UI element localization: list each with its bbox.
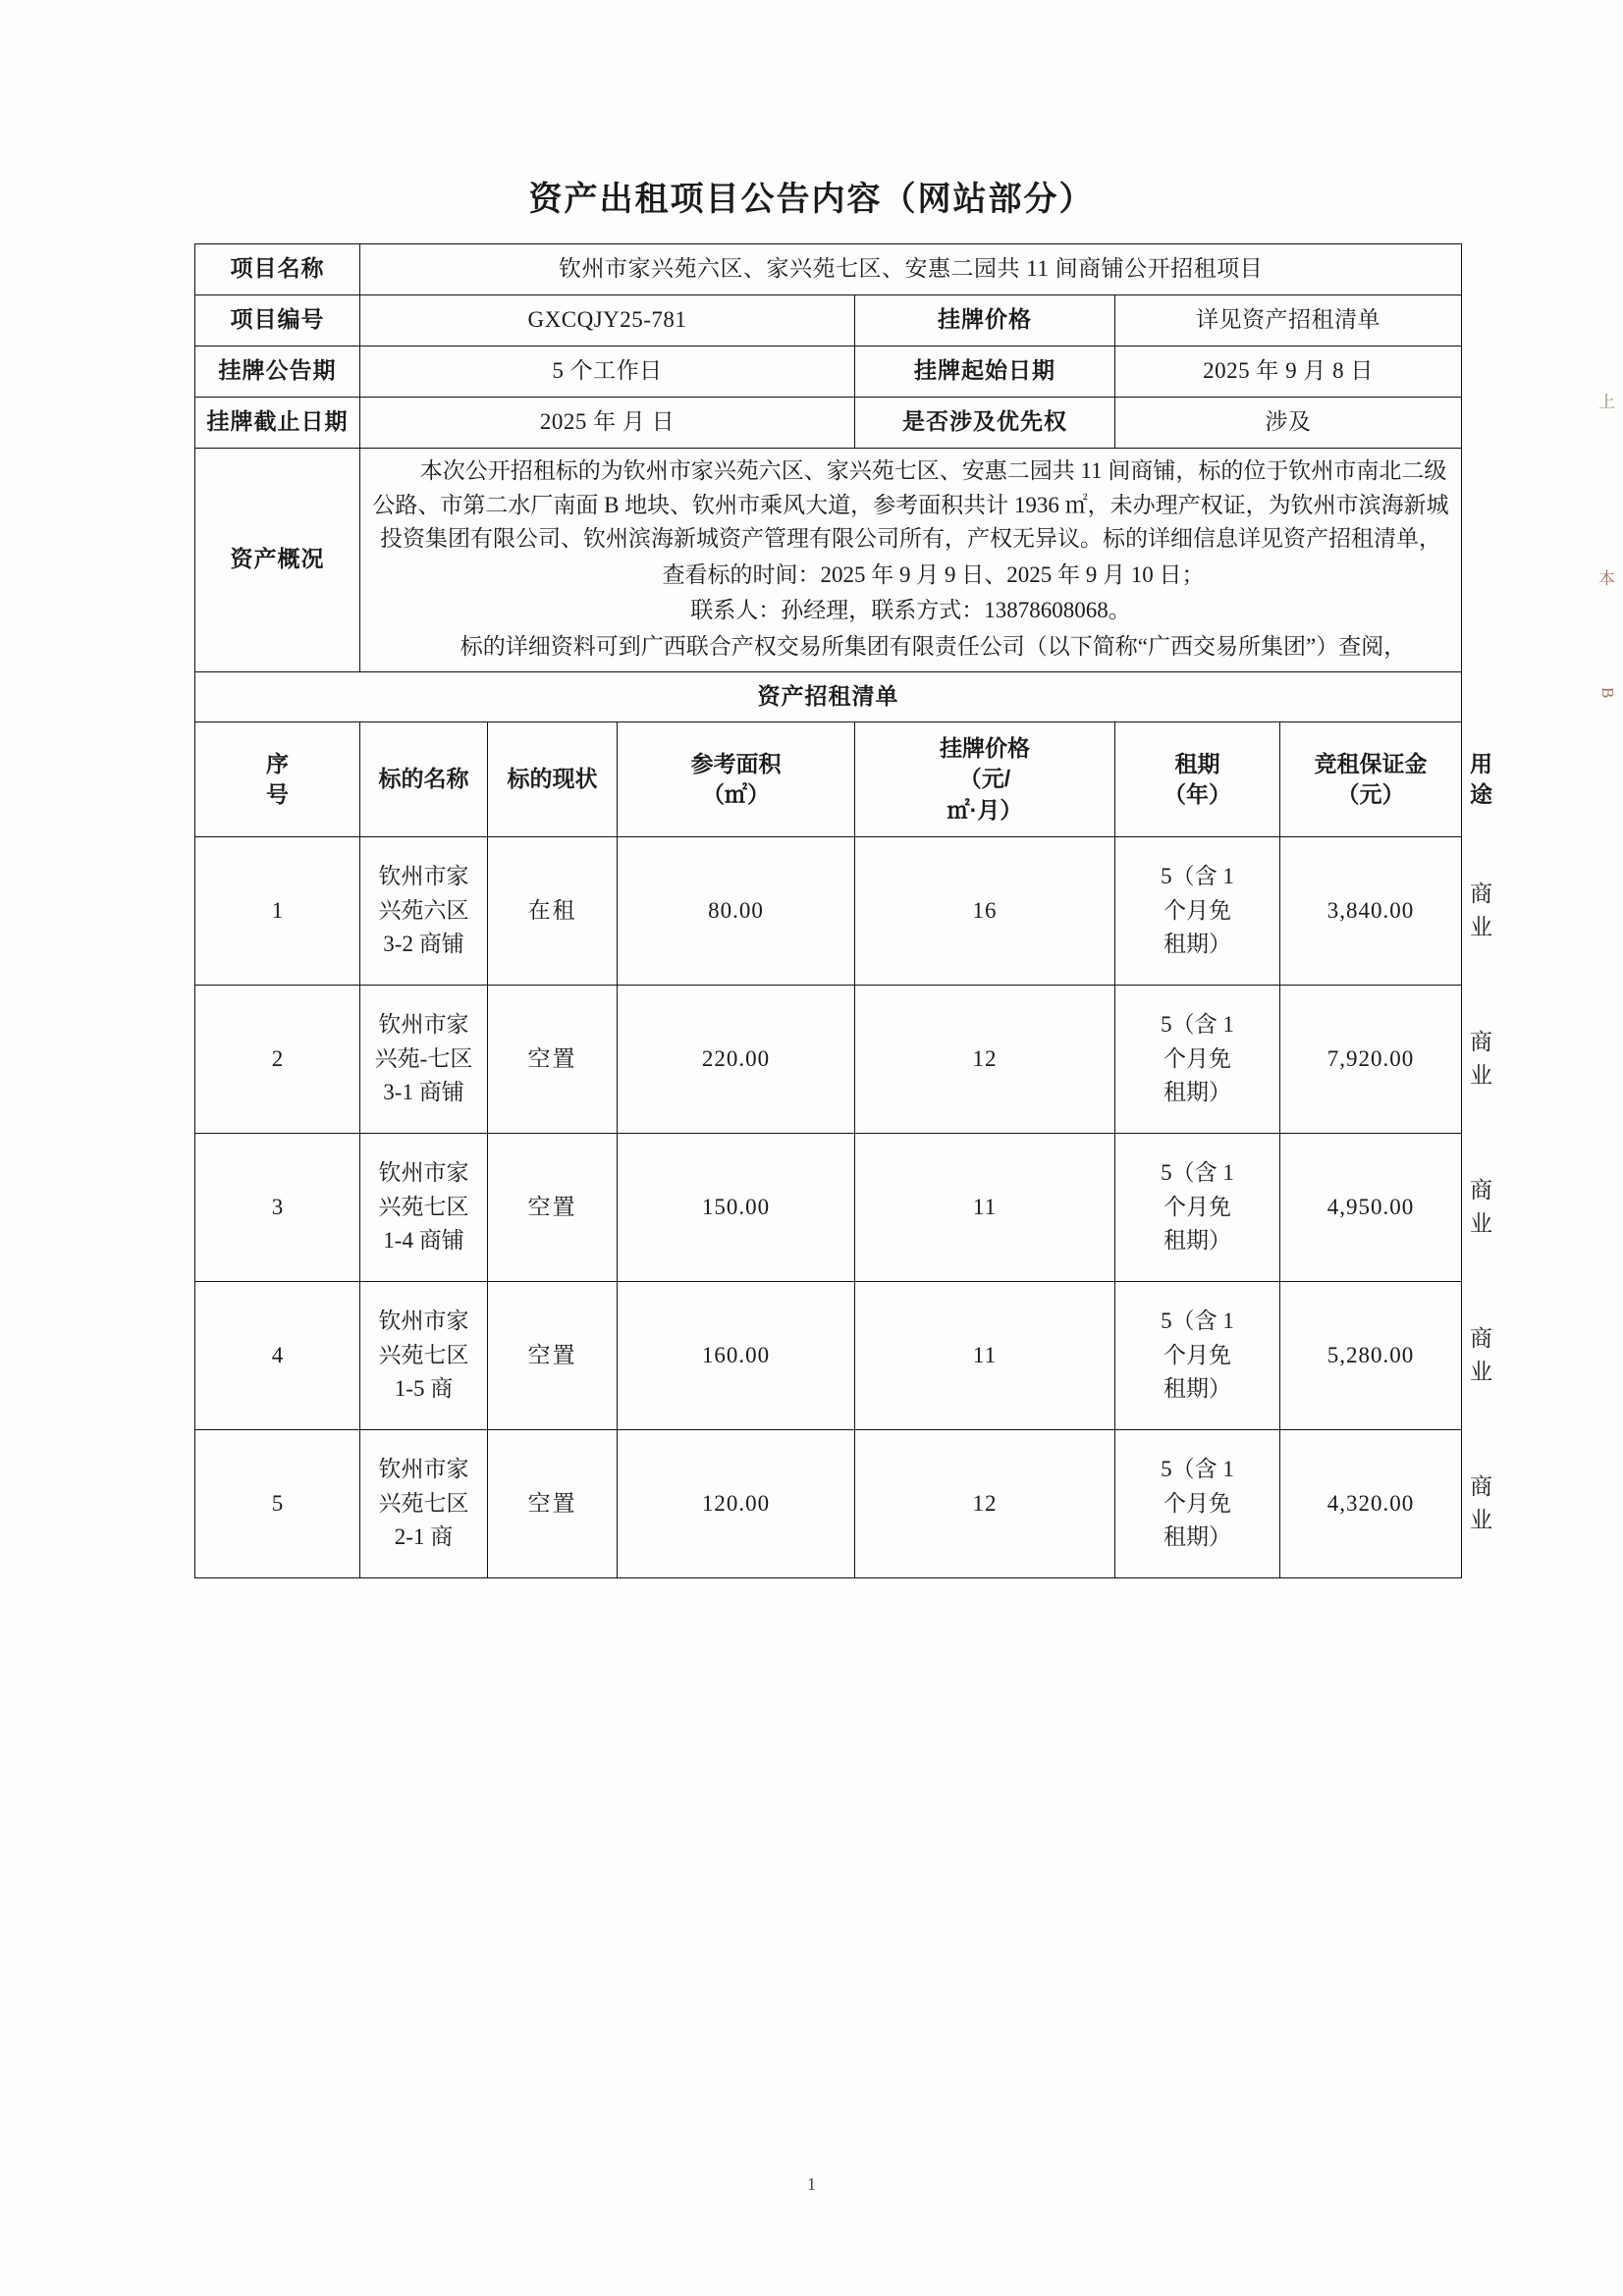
notice-period-value: 5 个工作日 — [360, 347, 855, 398]
asset-list-header-row: 序 号 标的名称 标的现状 参考面积 （㎡） 挂牌价格 （元/ ㎡·月） 租期 （年） 竞租保证金 （元） 用途 — [195, 722, 1462, 837]
name-line: 钦州市家 — [378, 864, 469, 889]
name-line: 3-1 商铺 — [383, 1080, 464, 1105]
asset-overview-body — [360, 449, 1462, 672]
table-row: 4 钦州市家 兴苑七区 1-5 商 空置 160.00 11 5（含 1 个月免 租期） 5,280.00 商业 — [195, 1282, 1462, 1430]
header-line: 租期 — [1174, 750, 1220, 776]
page-number: 1 — [807, 2174, 816, 2194]
term-line: 个月免 — [1163, 897, 1231, 923]
cell-state: 空置 — [488, 1134, 618, 1282]
cell-state: 在租 — [488, 837, 618, 986]
header-line: 号 — [266, 781, 289, 807]
header-line: （年） — [1163, 781, 1231, 807]
column-header-term — [1115, 722, 1280, 837]
cell-area: 160.00 — [618, 1282, 855, 1430]
project-name-label: 项目名称 — [195, 244, 360, 295]
asset-overview-row — [195, 449, 1462, 672]
cell-name — [360, 837, 488, 986]
cell-term — [1115, 837, 1280, 986]
name-line: 兴苑七区 — [378, 1342, 469, 1367]
name-line: 兴苑-七区 — [374, 1045, 473, 1071]
asset-list-title: 资产招租清单 — [195, 672, 1462, 722]
overview-paragraph-2: 查看标的时间：2025 年 9 月 9 日、2025 年 9 月 10 日； — [662, 561, 1205, 587]
term-line: 租期） — [1163, 1080, 1231, 1105]
cell-deposit: 7,920.00 — [1280, 986, 1462, 1134]
name-line: 2-1 商 — [394, 1524, 454, 1550]
listing-price-label: 挂牌价格 — [855, 295, 1115, 347]
project-name-value: 钦州市家兴苑六区、家兴苑七区、安惠二园共 11 间商铺公开招租项目 — [360, 244, 1462, 295]
column-header-index — [195, 722, 360, 837]
term-line: 个月免 — [1163, 1490, 1231, 1516]
table-row — [195, 398, 1462, 449]
cell-state: 空置 — [488, 1282, 618, 1430]
cell-price: 12 — [855, 986, 1115, 1134]
column-header-price — [855, 722, 1115, 837]
cell-index: 5 — [195, 1430, 360, 1578]
name-line: 1-5 商 — [394, 1376, 454, 1402]
header-line: （元） — [1336, 781, 1405, 807]
priority-value: 涉及 — [1115, 398, 1462, 449]
table-row: 1 钦州市家 兴苑六区 3-2 商铺 在租 80.00 16 5（含 1 个月免 租期） 3,840.00 商业 — [195, 837, 1462, 986]
table-row: 3 钦州市家 兴苑七区 1-4 商铺 空置 150.00 11 5（含 1 个月免 租期） 4,950.00 商业 — [195, 1134, 1462, 1282]
page-title: 资产出租项目公告内容（网站部分） — [528, 181, 1095, 218]
header-line: （㎡） — [702, 781, 770, 807]
name-line: 钦州市家 — [378, 1457, 469, 1482]
table-row: 5 钦州市家 兴苑七区 2-1 商 空置 120.00 12 5（含 1 个月免 租期） 4,320.00 商业 — [195, 1430, 1462, 1578]
asset-overview-label: 资产概况 — [195, 449, 360, 672]
project-code-value: GXCQJY25-781 — [360, 295, 855, 347]
name-line: 钦州市家 — [378, 1012, 469, 1038]
cell-name — [360, 1282, 488, 1430]
cell-index: 1 — [195, 837, 360, 986]
name-line: 兴苑六区 — [378, 897, 469, 923]
name-line: 钦州市家 — [378, 1308, 469, 1334]
announcement-table — [194, 243, 1495, 1578]
table-row — [195, 295, 1462, 347]
table-row — [195, 347, 1462, 398]
cell-index: 2 — [195, 986, 360, 1134]
cell-deposit: 5,280.00 — [1280, 1282, 1462, 1430]
header-line: 序 — [266, 750, 289, 776]
column-header-area — [618, 722, 855, 837]
header-line: 挂牌价格 — [940, 735, 1030, 762]
term-line: 租期） — [1163, 1376, 1231, 1402]
name-line: 1-4 商铺 — [383, 1228, 464, 1254]
name-line: 兴苑七区 — [378, 1490, 469, 1516]
cell-state: 空置 — [488, 986, 618, 1134]
project-code-label: 项目编号 — [195, 295, 360, 347]
priority-label: 是否涉及优先权 — [855, 398, 1115, 449]
term-line: 5（含 1 — [1161, 1160, 1234, 1186]
start-date-label: 挂牌起始日期 — [855, 347, 1115, 398]
overview-paragraph-3: 联系人：孙经理，联系方式：13878608068。 — [690, 598, 1131, 622]
cell-term — [1115, 986, 1280, 1134]
table-row — [195, 244, 1462, 295]
cell-index: 4 — [195, 1282, 360, 1430]
term-line: 5（含 1 — [1161, 1308, 1234, 1334]
cell-price: 16 — [855, 837, 1115, 986]
cell-term — [1115, 1430, 1280, 1578]
asset-list-title-row — [195, 672, 1462, 722]
listing-price-value: 详见资产招租清单 — [1115, 295, 1462, 347]
term-line: 个月免 — [1163, 1045, 1231, 1071]
header-line: ㎡·月） — [947, 796, 1023, 823]
margin-note-1: 上 — [1596, 393, 1614, 409]
cell-price: 11 — [855, 1134, 1115, 1282]
name-line: 3-2 商铺 — [383, 932, 464, 957]
cell-area: 120.00 — [618, 1430, 855, 1578]
cell-area: 150.00 — [618, 1134, 855, 1282]
term-line: 租期） — [1163, 1228, 1231, 1254]
margin-note-2: 本 — [1596, 569, 1614, 586]
cell-price: 12 — [855, 1430, 1115, 1578]
term-line: 5（含 1 — [1161, 1457, 1234, 1482]
header-line: 参考面积 — [690, 750, 782, 776]
term-line: 5（含 1 — [1161, 1012, 1234, 1038]
term-line: 个月免 — [1163, 1342, 1231, 1367]
end-date-label: 挂牌截止日期 — [195, 398, 360, 449]
cell-deposit: 3,840.00 — [1280, 837, 1462, 986]
cell-name — [360, 986, 488, 1134]
overview-paragraph-4: 标的详细资料可到广西联合产权交易所集团有限责任公司（以下简称“广西交易所集团”）查阅， — [460, 633, 1407, 659]
cell-deposit: 4,950.00 — [1280, 1134, 1462, 1282]
cell-price: 11 — [855, 1282, 1115, 1430]
name-line: 兴苑七区 — [378, 1194, 469, 1219]
cell-state: 空置 — [488, 1430, 618, 1578]
column-header-state: 标的现状 — [488, 722, 618, 837]
header-line: 竞租保证金 — [1314, 750, 1428, 776]
cell-deposit: 4,320.00 — [1280, 1430, 1462, 1578]
cell-index: 3 — [195, 1134, 360, 1282]
overview-paragraph-1: 本次公开招租标的为钦州市家兴苑六区、家兴苑七区、安惠二园共 11 间商铺，标的位于钦州市南北二级公路、市第二水厂南面 B 地块、钦州市乘风大道，参考面积共计 1936 ㎡，未办理产权证，为钦州市滨海新城投资集团有限公司、钦州滨海新城资产管理有限公司所有，产权无异议。标的详细信息详见资产招租清单， — [372, 458, 1449, 551]
term-line: 5（含 1 — [1161, 864, 1234, 889]
end-date-value: 2025 年 月 日 — [360, 398, 855, 449]
table-row: 2 钦州市家 兴苑-七区 3-1 商铺 空置 220.00 12 5（含 1 个月免 租期） 7,920.00 商业 — [195, 986, 1462, 1134]
cell-term — [1115, 1134, 1280, 1282]
cell-area: 220.00 — [618, 986, 855, 1134]
term-line: 租期） — [1163, 1524, 1231, 1550]
margin-note-3: B — [1598, 687, 1617, 699]
name-line: 钦州市家 — [378, 1160, 469, 1186]
column-header-name: 标的名称 — [360, 722, 488, 837]
cell-name — [360, 1430, 488, 1578]
term-line: 租期） — [1163, 932, 1231, 957]
header-line: （元/ — [958, 766, 1011, 792]
cell-term — [1115, 1282, 1280, 1430]
cell-area: 80.00 — [618, 837, 855, 986]
column-header-deposit — [1280, 722, 1462, 837]
cell-name — [360, 1134, 488, 1282]
start-date-value: 2025 年 9 月 8 日 — [1115, 347, 1462, 398]
term-line: 个月免 — [1163, 1194, 1231, 1219]
notice-period-label: 挂牌公告期 — [195, 347, 360, 398]
